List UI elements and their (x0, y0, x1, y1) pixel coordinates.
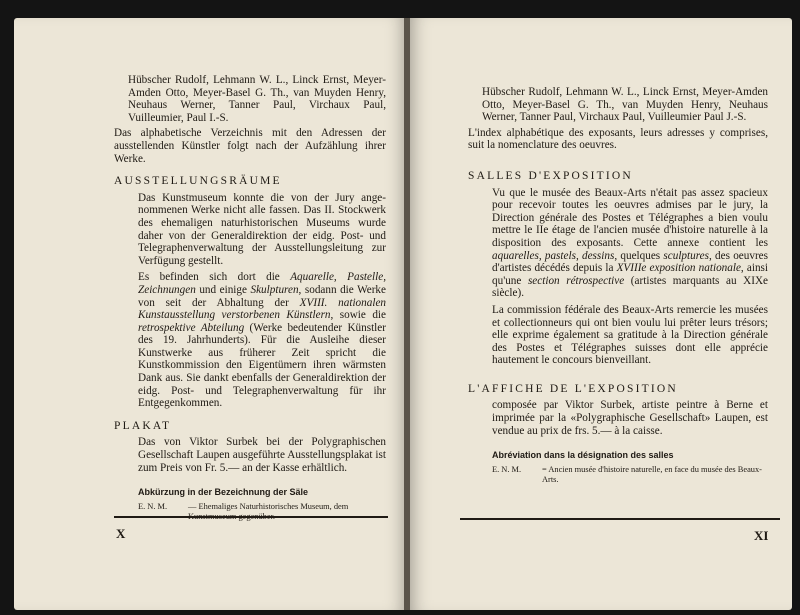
right-page (410, 18, 792, 610)
footer-rule (460, 518, 780, 520)
page-number: XI (754, 528, 769, 543)
poster-section (114, 436, 386, 474)
page-number: X (116, 526, 126, 541)
paragraph: Es befinden sich dort die Aquarelle, Pastelle, Zeichnungen und einige Skulpturen, sodann die Werke von seit der Abhaltung der XVIII. nationalen Kunstausstellung verstorbenen Künstlern, sowie die retrospektive Abteilung (Werke bedeutender Künstler des 19. Jahrhunderts). Für die Ausleihe dieser Kunstwerke aus früherer Zeit spricht die Kunstkommission den Eigentümern ihren wärmsten Dank aus. Sie dankt ebenfalls der Generaldirektion der eidg. Post- und Telegraphenverwaltung für ihr Entgegenkommen. (138, 271, 386, 410)
left-page (14, 18, 406, 610)
section-heading-rooms: AUSSTELLUNGSRÄUME (114, 175, 282, 188)
paragraph: La commission fédérale des Beaux-Arts remercie les musées et collectionneurs qui ont bien voulu lui prêter leurs trésors; elle exprime également sa gratitude à la Direction générale des Postes et Télégraphes suisses dont elle apprécie hautement le concours bienveillant. (492, 303, 768, 367)
poster-section (468, 399, 768, 437)
abbreviation-title: Abréviation dans la désignation des salles (492, 450, 674, 461)
paragraph: Vu que le musée des Beaux-Arts n'était pas assez spacieux pour recevoir toutes les oeuvres admises par le jury, la Direction générale des Postes et Télégraphes a bien voulu mettre le IIe étage de l'ancien musée d'histoire naturelle à la disposition des exposants. Cette annexe contient les aquarelles, pastels, dessins, quelques sculptures, des oeuvres d'artistes décédés depuis la XVIIIe exposition nationale, ainsi qu'une section rétrospective (artistes marquants au XIXe siècle). (492, 186, 768, 300)
section-heading-rooms: SALLES D'EXPOSITION (468, 169, 633, 182)
footer-rule (114, 516, 388, 518)
section-heading-poster: PLAKAT (114, 419, 172, 432)
artist-names: Hübscher Rudolf, Lehmann W. L., Linck Ernst, Meyer-Amden Otto, Meyer-Basel G. Th., van Muyden Henry, Neuhaus Werner, Tanner Paul, Virchaux Paul, Vuilleumier Paul J.-S. (482, 86, 768, 124)
abbreviation-title: Abkürzung in der Bezeichnung der Säle (138, 487, 309, 498)
paragraph: Das von Viktor Surbek bei der Polygraphischen Gesellschaft Laupen ausgeführte Ausstellungsplakat ist zum Preis von Fr. 5.— an der Kasse erhältlich. (138, 436, 386, 474)
right-text-column (468, 86, 768, 485)
abbreviation-entry: E. N. M. = Ancien musée d'histoire naturelle, en face du musée des Beaux-Arts. (492, 464, 762, 484)
paragraph: Das Kunstmuseum konnte die von der Jury angenommenen Werke nicht alle fassen. Das II. Stockwerk des ehemaligen naturhistorischen Museums wurde daher von der Generaldirektion der eidg. Post- und Telegraphenverwaltung der Ausstellungsleitung zur Verfügung gestellt. (138, 191, 386, 267)
rooms-section (468, 187, 768, 367)
index-note: L'index alphabétique des exposants, leurs adresses y comprises, suit la nomenclature des oeuvres. (468, 126, 768, 152)
section-heading-poster: L'AFFICHE DE L'EXPOSITION (468, 382, 678, 395)
abbreviation-entry: E. N. M. — Ehemaliges Naturhistorisches Museum, dem (138, 501, 349, 511)
index-note: Das alphabetische Verzeichnis mit den Adressen der ausstellenden Künstler folgt nach der Aufzählung ihrer Werke. (114, 127, 386, 165)
rooms-section (114, 192, 386, 410)
paragraph: composée par Viktor Surbek, artiste peintre à Berne et imprimée par la «Polygraphische Gesellschaft» Laupen, est vendue au prix de frs. 5.— à la caisse. (492, 399, 768, 437)
left-text-column (114, 74, 386, 522)
artist-names: Hübscher Rudolf, Lehmann W. L., Linck Ernst, Meyer-Amden Otto, Meyer-Basel G. Th., van Muyden Henry, Neuhaus Werner, Tanner Paul, Virchaux Paul, Vuilleumier, Paul I.-S. (128, 74, 386, 124)
